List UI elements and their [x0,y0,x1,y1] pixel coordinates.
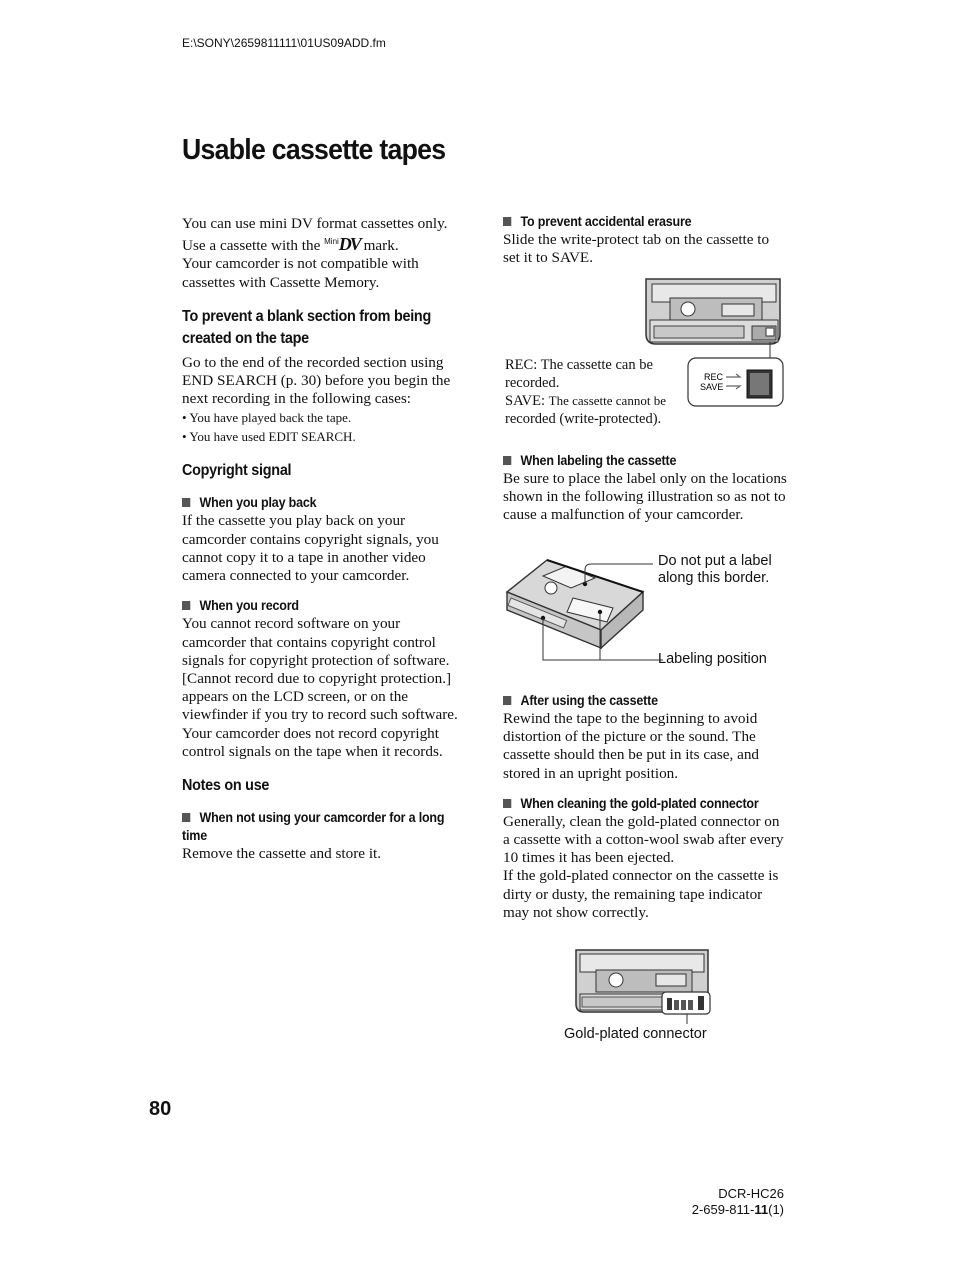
square-bullet-icon [182,813,190,822]
mini-dv-logo [324,234,360,255]
rec-legend: REC: The cassette can be recorded. [505,357,653,391]
cleaning-body-2: If the gold-plated connector on the cassette is dirty or dusty, the remaining tape indicator may not show correctly. [503,867,779,921]
switch-rec-label: REC [704,372,724,382]
rec-save-legend [505,356,691,428]
record-heading: When you record [182,597,463,615]
intro-line-2: Use a cassette with the [182,237,325,255]
labeling-section [503,452,788,525]
cassette-connector-figure [572,948,716,1026]
erasure-section [503,213,788,267]
bullet-item: • You have played back the tape. [182,410,352,426]
left-column [182,215,466,863]
square-bullet-icon [182,601,190,610]
part-code: 2-659-811-11(1) [691,1202,784,1217]
cleaning-body-1: Generally, clean the gold-plated connector on a cassette with a cotton-wool swab after every 10 times it has been ejected. [503,812,784,867]
cleaning-heading: When cleaning the gold-plated connector [503,795,784,813]
switch-save-label: SAVE [700,382,724,392]
intro-line-2-end: mark. [359,237,399,255]
square-bullet-icon [182,498,190,507]
copyright-heading: Copyright signal [182,462,292,480]
after-using-body: Rewind the tape to the beginning to avoid distortion of the picture or the sound. The cassette should then be put in its case, and stored in an upright position. [503,710,760,782]
after-using-section [503,692,788,922]
callout-gold-connector: Gold-plated connector [564,1026,707,1042]
save-legend: SAVE: The cassette cannot be recorded (write-protected). [505,393,666,427]
intro-paragraph [182,215,466,292]
square-bullet-icon [503,456,511,465]
mini-dv-logo-mini: Mini [324,237,339,247]
callout-labeling-position: Labeling position [658,651,767,667]
intro-line-3: Your camcorder is not compatible with cassettes with Cassette Memory. [182,255,419,291]
bullet-item: • You have used EDIT SEARCH. [182,429,356,445]
erasure-heading: To prevent accidental erasure [503,213,784,231]
after-using-heading: After using the cassette [503,692,784,710]
page-number: 80 [149,1098,172,1120]
labeling-heading: When labeling the cassette [503,452,784,470]
record-body: You cannot record software on your camcorder that contains copyright control signals for copyright protection of software. [Cannot record due to copyright protection.] appears on the LCD screen, or on the viewfinder if you try to record such software. Your camcorder does not record copyright control signals on the tape when it records. [182,615,458,760]
square-bullet-icon [503,799,511,808]
footer-model-code [692,1186,784,1218]
play-back-body: If the cassette you play back on your camcorder contains copyright signals, you cannot copy it to a tape in another video camera connected to your camcorder. [182,512,439,585]
intro-line-1: You can use mini DV format cassettes only. [182,215,448,232]
notes-heading: Notes on use [182,776,270,794]
file-path: E:\SONY\2659811111\01US09ADD.fm [182,36,386,50]
play-back-heading: When you play back [182,494,463,512]
not-using-heading: When not using your camcorder for a long time [182,809,445,843]
page-title: Usable cassette tapes [182,134,446,166]
square-bullet-icon [503,696,511,705]
square-bullet-icon [503,217,511,226]
cassette-labeling-figure [503,548,663,668]
callout-border: Do not put a label along this border. [658,553,772,586]
blank-section-body: Go to the end of the recorded section using END SEARCH (p. 30) before you begin the next recording in the following cases: [182,353,451,408]
erasure-body: Slide the write-protect tab on the cassette to set it to SAVE. [503,231,770,267]
not-using-body: Remove the cassette and store it. [182,844,382,862]
model-number: DCR-HC26 [718,1186,784,1201]
labeling-body: Be sure to place the label only on the locations shown in the following illustration so as not to cause a malfunction of your camcorder. [503,470,787,524]
blank-section-heading: To prevent a blank section from being created on the tape [182,307,431,347]
mini-dv-logo-dv: DV [338,234,360,255]
